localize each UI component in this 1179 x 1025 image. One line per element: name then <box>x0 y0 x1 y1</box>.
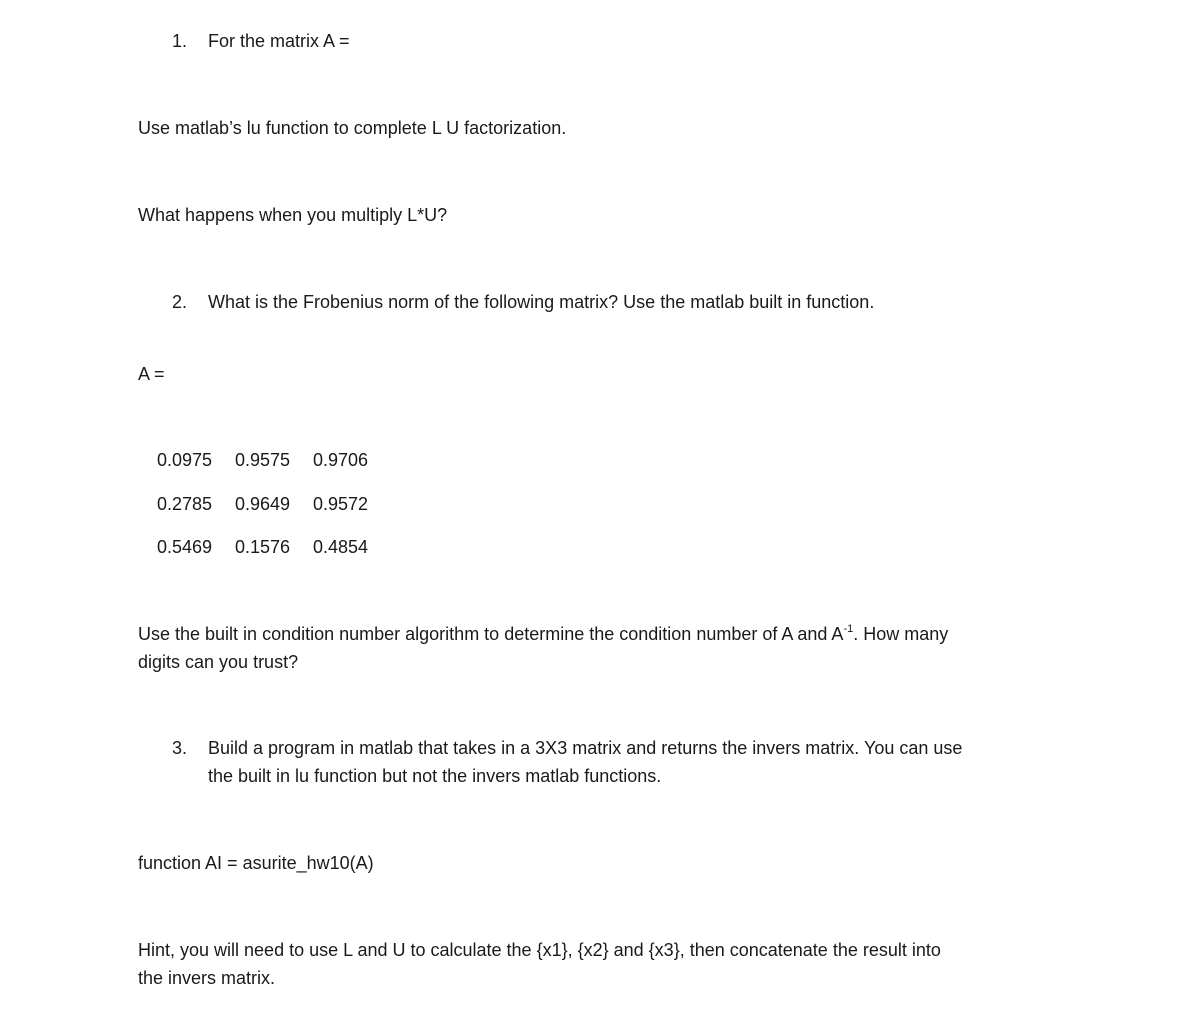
question-3-heading <box>172 734 962 762</box>
matrix-cell: 0.9649 <box>235 494 291 514</box>
matrix-cell: 0.1576 <box>235 537 291 557</box>
question-3-text-line2: the built in lu function but not the invers matlab functions. <box>208 766 662 786</box>
question-2-heading <box>172 288 874 316</box>
matrix-cell: 0.4854 <box>313 537 369 557</box>
hint-line-2: the invers matrix. <box>138 968 276 988</box>
matrix-row <box>157 490 391 518</box>
matrix-cell: 0.9575 <box>235 450 291 470</box>
question-3-text-line1: Build a program in matlab that takes in a 3X3 matrix and returns the invers matrix. You can use <box>208 738 963 758</box>
question-3-number: 3. <box>172 738 188 758</box>
condition-text-part1: Use the built in condition number algorithm to determine the condition number of A and A <box>138 624 844 644</box>
condition-number-question-line2: digits can you trust? <box>138 652 299 672</box>
question-1-followup: What happens when you multiply L*U? <box>138 205 448 225</box>
matrix-cell: 0.0975 <box>157 450 213 470</box>
inverse-superscript: -1 <box>843 623 854 635</box>
matrix-cell: 0.2785 <box>157 494 213 514</box>
condition-number-question <box>138 620 948 648</box>
matrix-cell: 0.9706 <box>313 450 369 470</box>
matrix-cell: 0.5469 <box>157 537 213 557</box>
question-2-text: What is the Frobenius norm of the following matrix? Use the matlab built in function. <box>208 292 875 312</box>
matrix-row <box>157 446 391 474</box>
matrix-cell: 0.9572 <box>313 494 369 514</box>
question-2-number: 2. <box>172 292 188 312</box>
question-1-instruction: Use matlab’s lu function to complete L U factorization. <box>138 118 567 138</box>
question-1-number: 1. <box>172 31 188 51</box>
question-1-heading <box>172 27 350 55</box>
matrix-label: A = <box>138 364 165 384</box>
function-signature: function AI = asurite_hw10(A) <box>138 853 374 873</box>
matrix-row <box>157 533 391 561</box>
condition-text-part2: . How many <box>853 624 949 644</box>
hint-line-1: Hint, you will need to use L and U to calculate the {x1}, {x2} and {x3}, then concatenate the result into <box>138 940 941 960</box>
question-1-text: For the matrix A = <box>208 31 350 51</box>
